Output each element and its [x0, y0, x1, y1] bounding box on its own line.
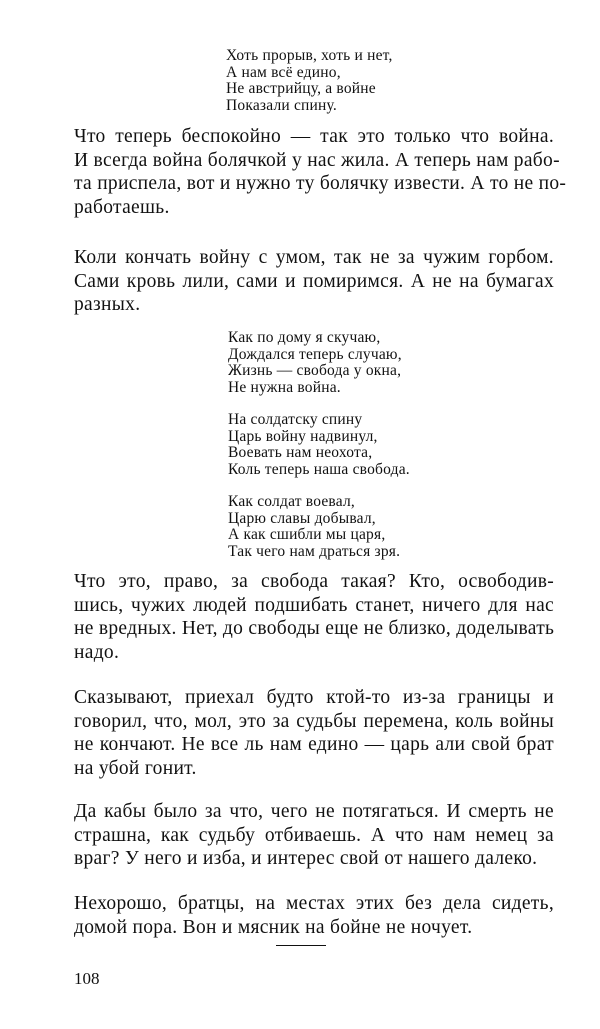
verse-line: Как по дому я скучаю,: [228, 329, 381, 346]
paragraph-line: Коли кончать войну с умом, так не за чужим горбом.: [74, 247, 554, 268]
paragraph-line: домой пора. Вон и мясник на бойне не ночует.: [74, 916, 473, 938]
paragraph-line: шись, чужих людей подшибать станет, ничего для нас: [74, 594, 554, 616]
paragraph-line: говорил, что, мол, это за судьбы перемена, коль войны: [74, 710, 554, 732]
paragraph-line: Да кабы было за что, чего не потягаться. И смерть не: [74, 801, 554, 822]
verse-line: А нам всё едино,: [226, 63, 341, 81]
verse-line: Дождался теперь случаю,: [228, 345, 402, 363]
paragraph-3: [74, 570, 554, 664]
verse-line: Коль теперь наша свобода.: [228, 460, 410, 478]
paragraph-line: та приспела, вот и нужно ту болячку извести. А то не по-: [74, 173, 567, 194]
verse-line: Воевать нам неохота,: [228, 444, 373, 461]
paragraph-line: Что это, право, за свобода такая? Кто, освободив-: [74, 571, 554, 592]
paragraph-6: [74, 892, 554, 939]
verse-line: Царю славы добывал,: [228, 509, 376, 527]
paragraph-line: Сказывают, приехал будто ктой-то из-за границы и: [74, 687, 554, 708]
verse-line: Так чего нам драться зря.: [228, 542, 401, 560]
paragraph-line: Сами кровь лили, сами и помиримся. А не на бумагах: [74, 270, 554, 292]
verse-line: На солдатску спину: [228, 411, 363, 428]
paragraph-line: надо.: [74, 641, 120, 663]
page-number: 108: [74, 969, 100, 988]
verse-line: Жизнь — свобода у окна,: [228, 362, 402, 379]
paragraph-line: на убой гонит.: [74, 757, 197, 779]
section-divider: [276, 945, 326, 946]
paragraph-line: разных.: [74, 294, 141, 315]
paragraph-1: [74, 125, 567, 219]
paragraph-line: И всегда война болячкой у нас жила. А теперь нам рабо-: [74, 149, 560, 171]
paragraph-4: [74, 686, 554, 780]
paragraph-line: не вредных. Нет, до свободы еще не близко, доделывать: [74, 618, 555, 639]
paragraph-line: страшна, как судьбу отбиваешь. А что нам немец за: [74, 824, 554, 846]
verse-line: А как сшибли мы царя,: [228, 526, 386, 543]
verse-stanza-4: [228, 494, 400, 560]
verse-stanza-2: [228, 330, 402, 396]
verse-line: Как солдат воевал,: [228, 493, 355, 510]
paragraph-line: работаешь.: [74, 196, 170, 218]
verse-line: Показали спину.: [226, 96, 338, 114]
verse-stanza-1: [226, 48, 393, 114]
paragraph-line: Что теперь беспокойно — так это только что война.: [74, 126, 554, 147]
paragraph-5: [74, 800, 554, 871]
verse-line: Хоть прорыв, хоть и нет,: [226, 47, 393, 64]
verse-line: Царь войну надвинул,: [228, 427, 378, 445]
paragraph-line: не кончают. Не все ль нам едино — царь али свой брат: [74, 734, 554, 755]
paragraph-line: Нехорошо, братцы, на местах этих без дела сидеть,: [74, 893, 554, 914]
paragraph-2: [74, 246, 554, 317]
verse-stanza-3: [228, 412, 410, 478]
paragraph-line: враг? У него и изба, и интерес свой от нашего далеко.: [74, 848, 538, 869]
verse-line: Не австрийцу, а войне: [226, 80, 376, 97]
verse-line: Не нужна война.: [228, 378, 341, 396]
